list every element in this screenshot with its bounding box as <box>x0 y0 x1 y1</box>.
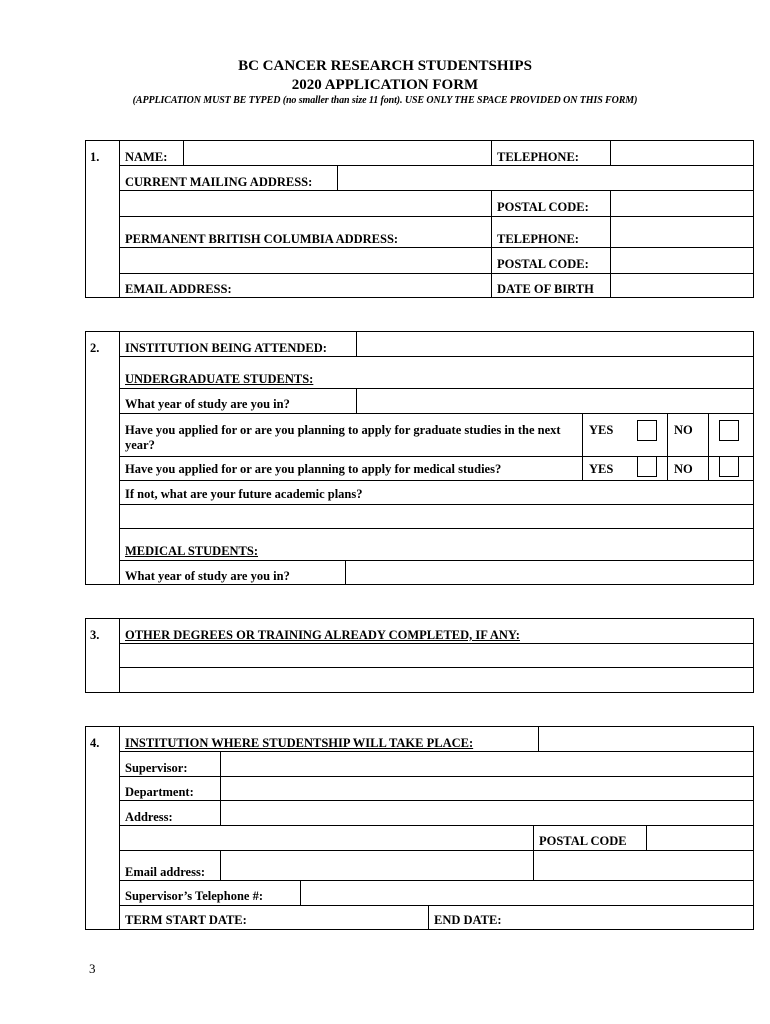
section-2-number-divider <box>119 331 120 585</box>
form-title: BC CANCER RESEARCH STUDENTSHIPS <box>238 58 532 74</box>
future-plans-label: If not, what are your future academic plans? <box>125 487 363 501</box>
medical-students-heading: MEDICAL STUDENTS: <box>125 544 259 558</box>
section-1-border-left <box>85 140 86 298</box>
telephone-label: TELEPHONE: <box>497 150 579 164</box>
section-number: 2. <box>90 341 100 355</box>
date-of-birth-label: DATE OF BIRTH <box>497 282 594 296</box>
cell-line <box>582 413 583 480</box>
cell-line <box>428 905 429 930</box>
graduate-studies-question: Have you applied for or are you planning to apply for graduate studies in the next year? <box>125 423 561 452</box>
section-4-border-bottom <box>85 929 754 930</box>
row-line <box>119 413 754 414</box>
section-number: 1. <box>90 150 100 164</box>
section-3-border-right <box>753 618 754 693</box>
permanent-telephone-label: TELEPHONE: <box>497 232 579 246</box>
supervisor-email-label: Email address: <box>125 865 205 879</box>
supervisor-label: Supervisor: <box>125 761 188 775</box>
section-number: 3. <box>90 628 100 642</box>
supervisor-field[interactable] <box>221 752 753 776</box>
medical-yes-label: YES <box>589 462 614 476</box>
department-field[interactable] <box>221 777 753 800</box>
future-plans-field[interactable] <box>120 505 753 528</box>
studentship-institution-heading: INSTITUTION WHERE STUDENTSHIP WILL TAKE PLACE: <box>125 736 474 750</box>
name-label: NAME: <box>125 150 168 164</box>
permanent-address-label: PERMANENT BRITISH COLUMBIA ADDRESS: <box>125 232 399 246</box>
postal-code-field[interactable] <box>611 191 753 216</box>
row-line <box>119 528 754 529</box>
supervisor-telephone-label: Supervisor’s Telephone #: <box>125 889 263 903</box>
section-3-border-bottom <box>85 692 754 693</box>
permanent-postal-code-label: POSTAL CODE: <box>497 257 589 271</box>
date-of-birth-field[interactable] <box>611 274 753 297</box>
section-3-border-top <box>85 618 754 619</box>
email-label: EMAIL ADDRESS: <box>125 282 232 296</box>
term-start-date-label: TERM START DATE: <box>125 913 247 927</box>
other-degrees-field-1[interactable] <box>120 644 753 667</box>
address-field[interactable] <box>221 801 753 825</box>
address-label: Address: <box>125 810 173 824</box>
graduate-yes-checkbox[interactable] <box>637 420 657 441</box>
row-line <box>119 356 754 357</box>
studentship-postal-code-label: POSTAL CODE <box>539 834 627 848</box>
studentship-postal-code-field[interactable] <box>647 826 753 850</box>
cell-line <box>667 413 668 480</box>
department-label: Department: <box>125 785 194 799</box>
name-field[interactable] <box>184 141 490 165</box>
medical-year-label: What year of study are you in? <box>125 569 290 583</box>
end-date-label: END DATE: <box>434 913 502 927</box>
graduate-no-checkbox[interactable] <box>719 420 739 441</box>
permanent-postal-code-field[interactable] <box>611 248 753 273</box>
undergrad-year-label: What year of study are you in? <box>125 397 290 411</box>
graduate-yes-label: YES <box>589 423 614 437</box>
section-number: 4. <box>90 736 100 750</box>
cell-line <box>491 140 492 165</box>
graduate-no-label: NO <box>674 423 693 437</box>
section-2-border-bottom <box>85 584 754 585</box>
telephone-field[interactable] <box>611 141 753 165</box>
form-subtitle: 2020 APPLICATION FORM <box>291 77 479 93</box>
supervisor-telephone-field[interactable] <box>301 881 753 905</box>
mailing-address-field[interactable] <box>338 166 753 190</box>
section-2-border-right <box>753 331 754 585</box>
address-line2-field[interactable] <box>120 826 533 850</box>
other-degrees-field-2[interactable] <box>120 668 753 692</box>
medical-year-field[interactable] <box>346 561 753 584</box>
medical-yes-checkbox[interactable] <box>637 456 657 477</box>
medical-studies-question: Have you applied for or are you planning to apply for medical studies? <box>125 462 502 476</box>
page-number: 3 <box>89 961 96 976</box>
other-degrees-heading: OTHER DEGREES OR TRAINING ALREADY COMPLETED, IF ANY: <box>125 628 520 642</box>
undergrad-year-field[interactable] <box>357 389 753 413</box>
cell-line <box>708 413 709 480</box>
permanent-telephone-field[interactable] <box>611 217 753 247</box>
cell-line <box>533 825 534 880</box>
mailing-address-label: CURRENT MAILING ADDRESS: <box>125 175 313 189</box>
studentship-institution-field[interactable] <box>539 727 753 751</box>
row-line <box>119 905 754 906</box>
section-4-border-right <box>753 726 754 930</box>
supervisor-email-field[interactable] <box>221 851 533 880</box>
row-line <box>119 456 754 457</box>
permanent-address-field[interactable] <box>120 248 491 273</box>
section-1-border-right <box>753 140 754 298</box>
form-instruction: (APPLICATION MUST BE TYPED (no smaller than size 11 font). USE ONLY THE SPACE PROVIDED ON THIS FORM) <box>132 95 638 106</box>
medical-no-checkbox[interactable] <box>719 456 739 477</box>
postal-code-label: POSTAL CODE: <box>497 200 589 214</box>
row-line <box>119 480 754 481</box>
cell-line <box>491 190 492 298</box>
undergraduate-heading: UNDERGRADUATE STUDENTS: <box>125 372 314 386</box>
section-1-border-bottom <box>85 297 754 298</box>
medical-no-label: NO <box>674 462 693 476</box>
section-1-number-divider <box>119 140 120 298</box>
institution-attended-field[interactable] <box>357 332 753 356</box>
section-3-border-left <box>85 618 86 693</box>
mailing-address-line2-field[interactable] <box>120 191 491 216</box>
institution-attended-label: INSTITUTION BEING ATTENDED: <box>125 341 327 355</box>
section-2-border-left <box>85 331 86 585</box>
section-4-border-left <box>85 726 86 930</box>
